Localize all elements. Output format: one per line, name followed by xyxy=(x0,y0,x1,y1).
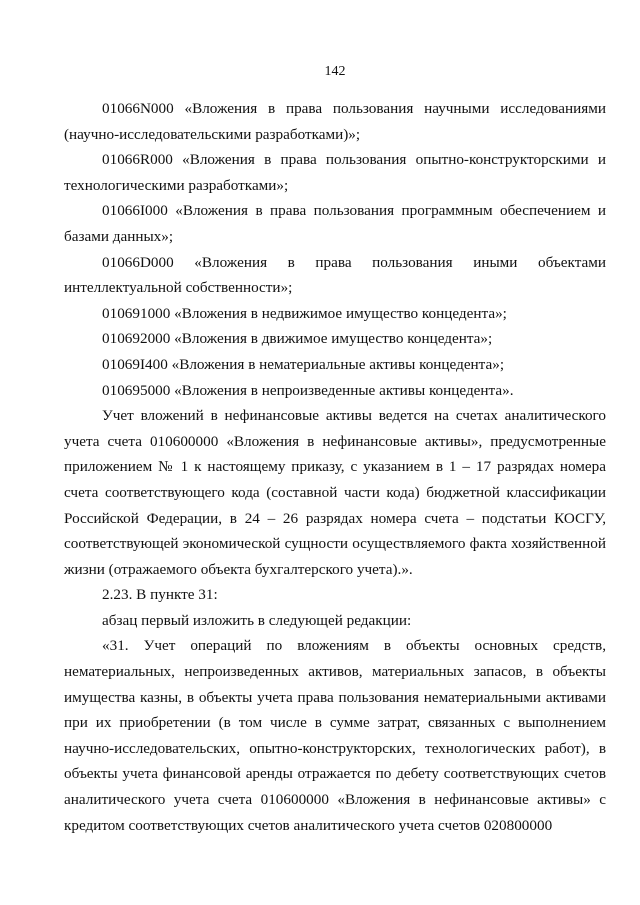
paragraph-section-2-23: 2.23. В пункте 31: xyxy=(102,586,218,604)
paragraph-01066D000: 01066D000 «Вложения в права пользования иными объектами интеллектуальной собственности»; xyxy=(64,253,606,297)
document-body xyxy=(64,96,606,838)
page-number: 142 xyxy=(324,64,346,79)
paragraph-010691000: 010691000 «Вложения в недвижимое имущество концедента»; xyxy=(102,304,507,322)
paragraph-accounting-rule: Учет вложений в нефинансовые активы ведется на счетах аналитического учета счета 010600000 «Вложения в нефинансовые активы», предусмотренные приложением № 1 к настоящему приказу, с указанием в 1 – 17 разрядах номера счета соответствующего кода (составной части кода) бюджетной классификации Российской Федерации, в 24 – 26 разрядах номера счета – подстатьи КОСГУ, соответствующей экономической сущности осуществляемого факта хозяйственной жизни (отражаемого объекта бухгалтерского учета).». xyxy=(64,407,606,578)
paragraph-01066R000: 01066R000 «Вложения в права пользования опытно-конструкторскими и технологическими разработками»; xyxy=(64,151,606,194)
paragraph-010695000: 010695000 «Вложения в непроизведенные активы концедента». xyxy=(102,381,514,399)
paragraph-item-31: «31. Учет операций по вложениям в объекты основных средств, нематериальных, непроизведенных активов, материальных запасов, в объекты имущества казны, в объекты учета права пользования нематериальными активами при их приобретении (в том числе в сумме затрат, связанных с выполнением научно-исследовательских, опытно-конструкторских, технологических работ), в объекты учета финансовой аренды отражается по дебету соответствующих счетов аналитического учета счета 010600000 «Вложения в нефинансовые активы» с кредитом соответствующих счетов аналитического учета счетов 020800000 xyxy=(64,637,606,834)
paragraph-amendment-intro: абзац первый изложить в следующей редакции: xyxy=(102,611,412,629)
paragraph-01066N000: 01066N000 «Вложения в права пользования научными исследованиями (научно-исследовательскими разработками)»; xyxy=(64,100,606,143)
paragraph-010692000: 010692000 «Вложения в движимое имущество концедента»; xyxy=(102,330,493,348)
paragraph-01066I000: 01066I000 «Вложения в права пользования программным обеспечением и базами данных»; xyxy=(64,202,606,245)
paragraph-01069I400: 01069I400 «Вложения в нематериальные активы концедента»; xyxy=(102,355,505,373)
